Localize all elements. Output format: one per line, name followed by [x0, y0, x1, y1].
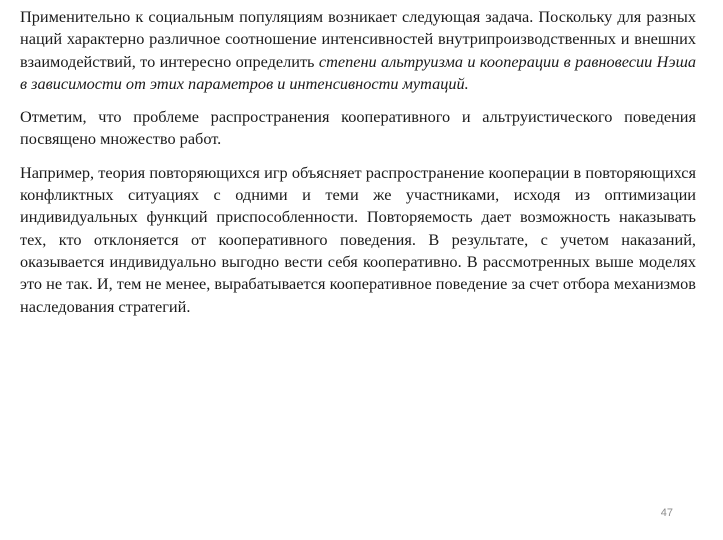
paragraph-1-regular: Применительно к социальным популяциям возникает следующая задача. Поскольку для разных наций характерно различное соотношение интенсивностей внутрипроизводственных и внешних взаимодействий, то интересно определить — [20, 7, 696, 71]
paragraph-3: Например, теория повторяющихся игр объясняет распространение кооперации в повторяющихся конфликтных ситуациях с одними и теми же участниками, исходя из оптимизации индивидуальных функций приспособленности. Повторяемость дает возможность наказывать тех, кто отклоняется от кооперативного поведения. В результате, с учетом наказаний, оказывается индивидуально выгодно вести себя кооперативно. В рассмотренных выше моделях это не так. И, тем не менее, вырабатывается кооперативное поведение за счет отбора механизмов наследования стратегий. — [20, 162, 696, 316]
paragraph-1 — [20, 6, 696, 95]
page-number: 47 — [660, 507, 673, 519]
body-text — [20, 6, 696, 328]
paragraph-2: Отметим, что проблеме распространения кооперативного и альтруистического поведения посвящено множество работ. — [20, 107, 696, 149]
paragraph-1-italic: степени альтруизма и кооперации в равновесии Нэша в зависимости от этих параметров и интенсивности мутаций. — [20, 51, 696, 93]
